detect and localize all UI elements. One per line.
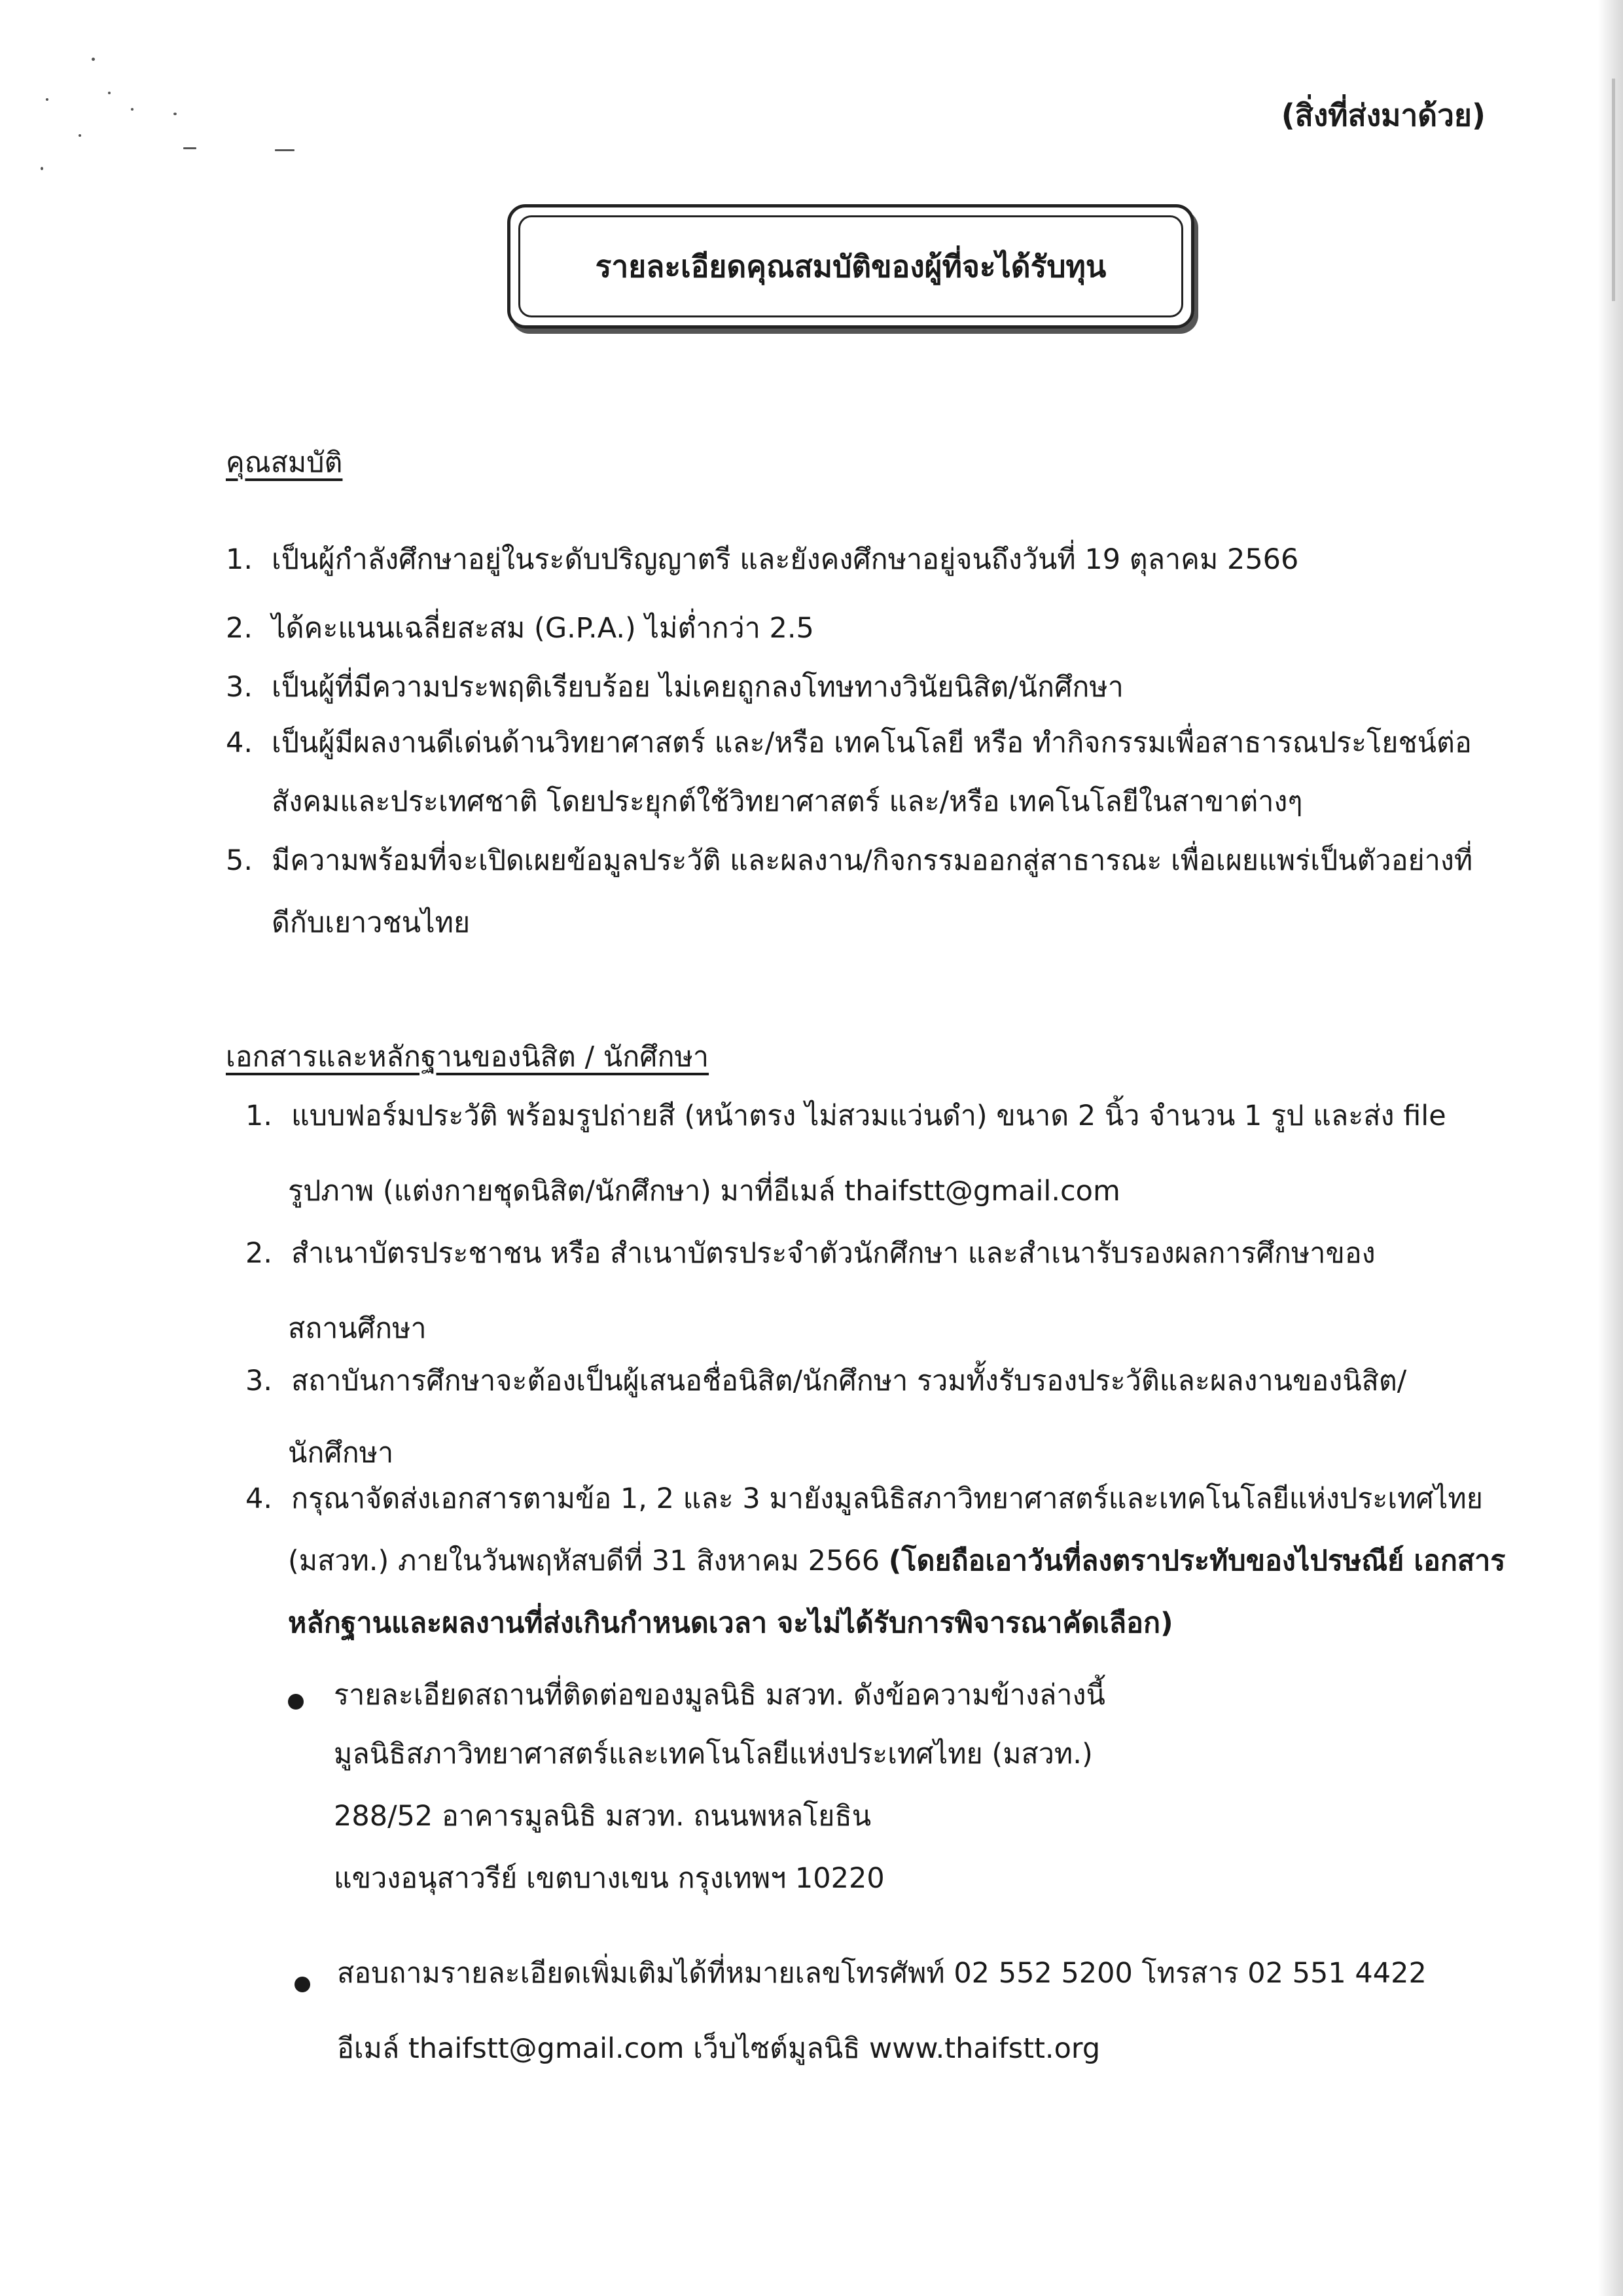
contact-line-4: แขวงอนุสาวรีย์ เขตบางเขน กรุงเทพฯ 10220 — [334, 1862, 885, 1895]
item-text: มีความพร้อมที่จะเปิดเผยข้อมูลประวัติ และผลงาน/กิจกรรมออกสู่สาธารณะ เพื่อเผยแพร่เป็นตัวอย่างที่ — [272, 844, 1473, 877]
item-number: 5. — [226, 844, 253, 877]
title-box — [507, 204, 1194, 329]
attachment-note: (สิ่งที่ส่งมาด้วย) — [1281, 98, 1486, 133]
item-number: 3. — [245, 1365, 273, 1397]
scan-edge-mark — [1612, 79, 1615, 301]
title-box-inner — [518, 215, 1183, 317]
document-item-3-cont: นักศึกษา — [288, 1437, 394, 1469]
bullet-icon — [288, 1694, 304, 1710]
item-text: เป็นผู้มีผลงานดีเด่นด้านวิทยาศาสตร์ และ/หรือ เทคโนโลยี หรือ ทำกิจกรรมเพื่อสาธารณประโยชน์ต่อ — [272, 726, 1472, 759]
qualification-item-5-cont: ดีกับเยาวชนไทย — [272, 906, 471, 939]
inquiry-line-2: อีเมล์ thaifstt@gmail.com เว็บไซต์มูลนิธิ www.thaifstt.org — [337, 2032, 1101, 2065]
document-item-2 — [245, 1237, 1376, 1271]
scan-speckle — [173, 113, 177, 115]
scan-speckle — [131, 108, 134, 111]
item-number: 2. — [245, 1237, 273, 1270]
scan-speckle — [41, 167, 43, 170]
scan-speckle — [108, 92, 111, 94]
qualification-item-4 — [226, 726, 1472, 761]
inquiry-line-1: สอบถามรายละเอียดเพิ่มเติมได้ที่หมายเลขโทรศัพท์ 02 552 5200 โทรสาร 02 551 4422 — [337, 1957, 1427, 1990]
qualification-item-2 — [226, 612, 814, 646]
item-text: ได้คะแนนเฉลี่ยสะสม (G.P.A.) ไม่ต่ำกว่า 2.5 — [272, 612, 814, 645]
item-text: กรุณาจัดส่งเอกสารตามข้อ 1, 2 และ 3 มายังมูลนิธิสภาวิทยาศาสตร์และเทคโนโลยีแห่งประเทศไทย — [291, 1482, 1483, 1515]
item-number: 4. — [245, 1482, 273, 1515]
contact-line-1: รายละเอียดสถานที่ติดต่อของมูลนิธิ มสวท. ดังข้อความข้างล่างนี้ — [334, 1679, 1105, 1712]
item-text: เป็นผู้กำลังศึกษาอยู่ในระดับปริญญาตรี และยังคงศึกษาอยู่จนถึงวันที่ 19 ตุลาคม 2566 — [272, 543, 1299, 576]
document-item-4-cont-1 — [288, 1545, 1505, 1579]
scan-speckle — [183, 147, 196, 149]
document-title: รายละเอียดคุณสมบัติของผู้ที่จะได้รับทุน — [595, 248, 1107, 284]
qualification-item-4-cont: สังคมและประเทศชาติ โดยประยุกต์ใช้วิทยาศาสตร์ และ/หรือ เทคโนโลยีในสาขาต่างๆ — [272, 785, 1303, 818]
qualification-item-3 — [226, 671, 1124, 705]
item-text: แบบฟอร์มประวัติ พร้อมรูปถ่ายสี (หน้าตรง ไม่สวมแว่นดำ) ขนาด 2 นิ้ว จำนวน 1 รูป และส่ง file — [291, 1100, 1446, 1132]
document-item-1-cont: รูปภาพ (แต่งกายชุดนิสิต/นักศึกษา) มาที่อีเมล์ thaifstt@gmail.com — [288, 1175, 1120, 1208]
item-text: สถาบันการศึกษาจะต้องเป็นผู้เสนอชื่อนิสิต/นักศึกษา รวมทั้งรับรองประวัติและผลงานของนิสิต/ — [291, 1365, 1407, 1397]
qualification-item-1 — [226, 543, 1298, 577]
scan-speckle — [275, 149, 294, 151]
deadline-warning: (โดยถือเอาวันที่ลงตราประทับของไปรษณีย์ เอกสาร — [888, 1545, 1506, 1577]
qualifications-heading: คุณสมบัติ — [226, 446, 343, 479]
scan-speckle — [46, 98, 48, 101]
document-item-4 — [245, 1482, 1483, 1516]
item-number: 1. — [245, 1100, 273, 1132]
document-item-1 — [245, 1100, 1446, 1134]
contact-line-2: มูลนิธิสภาวิทยาศาสตร์และเทคโนโลยีแห่งประเทศไทย (มสวท.) — [334, 1738, 1093, 1770]
qualification-item-5 — [226, 844, 1472, 878]
item-number: 3. — [226, 671, 253, 704]
document-item-2-cont: สถานศึกษา — [288, 1312, 427, 1345]
item-number: 1. — [226, 543, 253, 576]
scan-speckle — [92, 58, 95, 61]
scan-speckle — [79, 134, 81, 137]
item-number: 4. — [226, 726, 253, 759]
deadline-text: (มสวท.) ภายในวันพฤหัสบดีที่ 31 สิงหาคม 2566 — [288, 1545, 889, 1577]
item-number: 2. — [226, 612, 253, 645]
item-text: เป็นผู้ที่มีความประพฤติเรียบร้อย ไม่เคยถูกลงโทษทางวินัยนิสิต/นักศึกษา — [272, 671, 1124, 704]
contact-line-3: 288/52 อาคารมูลนิธิ มสวท. ถนนพหลโยธิน — [334, 1800, 872, 1833]
scan-edge-shadow — [1598, 0, 1623, 2296]
item-text: สำเนาบัตรประชาชน หรือ สำเนาบัตรประจำตัวนักศึกษา และสำเนารับรองผลการศึกษาของ — [291, 1237, 1376, 1270]
document-item-4-cont-2: หลักฐานและผลงานที่ส่งเกินกำหนดเวลา จะไม่ได้รับการพิจารณาคัดเลือก) — [288, 1607, 1173, 1640]
bullet-icon — [294, 1977, 310, 1992]
document-item-3 — [245, 1365, 1406, 1399]
documents-heading: เอกสารและหลักฐานของนิสิต / นักศึกษา — [226, 1041, 709, 1073]
